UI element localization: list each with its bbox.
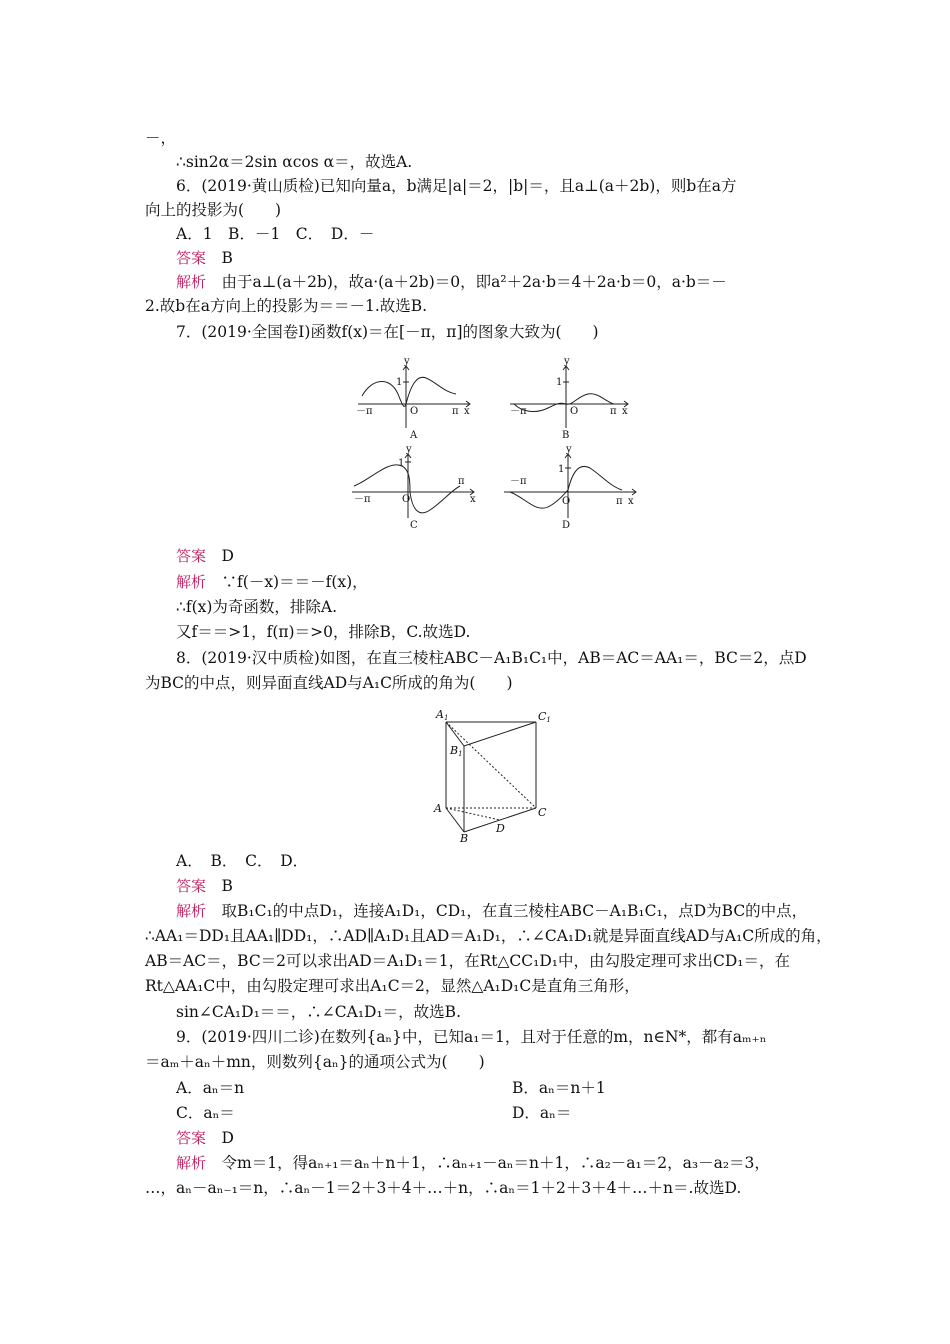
question-6-stem-cont: 向上的投影为( )	[145, 201, 282, 219]
option-b: B．aₙ＝n＋1	[512, 1079, 606, 1097]
svg-text:B1	[449, 744, 463, 758]
text-line: ∴f(x)为奇函数，排除A.	[176, 598, 338, 616]
option-a: A．aₙ＝n	[176, 1079, 245, 1097]
answer-value: B	[221, 877, 233, 895]
text-line: …，aₙ－aₙ₋₁＝n，∴aₙ－1＝2＋3＋4＋…＋n，∴aₙ＝1＋2＋3＋4＋…＋n＝.故选D.	[145, 1179, 742, 1197]
graph-b-neg-pi: －π	[510, 406, 527, 417]
graph-a-y-label: y	[404, 358, 410, 367]
option-c: C．aₙ＝	[176, 1104, 235, 1122]
graph-d-x-label: x	[628, 496, 634, 507]
label-c1: C	[538, 710, 547, 723]
analysis-row	[176, 272, 727, 292]
graph-c-origin: O	[402, 494, 411, 505]
question-6-stem: 6．(2019·黄山质检)已知向量a，b满足|a|＝2，|b|＝，且a⊥(a＋2b)，则b在a方	[176, 177, 737, 195]
analysis-label: 解析	[176, 1154, 207, 1172]
graph-a	[358, 366, 470, 428]
label-b1: B	[450, 744, 459, 757]
graph-b-x-label: x	[622, 406, 628, 417]
label-c1-sub: 1	[546, 716, 551, 724]
graph-c-one: 1	[398, 458, 405, 469]
analysis-label: 解析	[176, 902, 207, 920]
text-line: sin∠CA₁D₁＝＝，∴∠CA₁D₁＝，故选B.	[176, 1003, 462, 1021]
graph-a-caption: A	[410, 430, 418, 441]
analysis-row	[176, 901, 807, 921]
analysis-text: 令m＝1，得aₙ₊₁＝aₙ＋n＋1，∴aₙ₊₁－aₙ＝n＋1，∴a₂－a₁＝2，a₃－a₂＝3，	[221, 1154, 770, 1172]
svg-text:C1	[538, 710, 551, 724]
analysis-text: 取B₁C₁的中点D₁，连接A₁D₁，CD₁，在直三棱柱ABC－A₁B₁C₁，点D为BC的中点，	[221, 902, 808, 920]
text-line: Rt△AA₁C中，由勾股定理可求出A₁C＝2，显然△A₁D₁C是直角三角形，	[145, 977, 640, 995]
question-8-options: A． B． C． D．	[176, 852, 309, 870]
graph-c	[352, 454, 474, 518]
graph-d-one: 1	[558, 464, 565, 475]
option-d: D．aₙ＝	[512, 1104, 572, 1122]
graph-b	[510, 366, 628, 428]
answer-label: 答案	[176, 249, 207, 267]
graph-a-x-label: x	[464, 406, 470, 417]
text-line: ∴sin2α＝2sin αcos α＝，故选A.	[176, 153, 413, 171]
analysis-label: 解析	[176, 273, 207, 291]
answer-value: B	[221, 249, 233, 267]
question-7-stem: 7．(2019·全国卷Ⅰ)函数f(x)＝在[－π，π]的图象大致为( )	[176, 323, 599, 341]
graph-b-y-label: y	[564, 358, 570, 367]
text-line: 又f＝＝>1，f(π)＝>0，排除B，C.故选D.	[176, 623, 471, 641]
answer-label: 答案	[176, 547, 207, 565]
text-line: －，	[145, 129, 177, 147]
function-graphs-figure	[340, 358, 650, 538]
analysis-row	[176, 572, 368, 592]
question-8-stem-cont: 为BC的中点，则异面直线AD与A₁C所成的角为( )	[145, 674, 513, 692]
label-a1: A	[436, 708, 444, 721]
answer-label: 答案	[176, 877, 207, 895]
graph-a-one: 1	[396, 377, 403, 388]
graph-a-neg-pi: －π	[356, 406, 373, 417]
graph-b-pi: π	[610, 406, 617, 417]
graph-c-caption: C	[410, 520, 418, 531]
analysis-text: 由于a⊥(a＋2b)，故a·(a＋2b)＝0，即a²＋2a·b＝4＋2a·b＝0，a·b＝－	[221, 273, 727, 291]
graph-c-neg-pi: －π	[354, 494, 371, 505]
answer-label: 答案	[176, 1129, 207, 1147]
answer-value: D	[221, 547, 234, 565]
label-a: A	[434, 802, 442, 815]
graph-d-caption: D	[562, 520, 571, 531]
analysis-label: 解析	[176, 573, 207, 591]
text-line: ∴AA₁＝DD₁且AA₁∥DD₁，∴AD∥A₁D₁且AD＝A₁D₁，∴∠CA₁D₁就是异面直线AD与A₁C所成的角，	[145, 927, 832, 945]
analysis-text: ∵f(－x)＝＝－f(x)，	[221, 573, 368, 591]
question-6-options: A．1 B．－1 C． D．－	[176, 225, 375, 243]
graph-c-y-label: y	[406, 444, 412, 455]
prism-figure	[428, 706, 558, 846]
graph-c-x-label: x	[470, 494, 476, 505]
label-b1-sub: 1	[458, 750, 463, 758]
graph-d-origin: O	[562, 496, 571, 507]
label-b: B	[460, 832, 469, 845]
graph-b-origin: O	[570, 406, 579, 417]
graph-b-one: 1	[556, 377, 563, 388]
answer-row	[176, 876, 233, 896]
question-9-stem: 9．(2019·四川二诊)在数列{aₙ}中，已知a₁＝1，且对于任意的m，n∈N*，都有aₘ₊ₙ	[176, 1028, 767, 1046]
graph-a-pi: π	[452, 406, 459, 417]
analysis-row	[176, 1153, 770, 1173]
text-line: 2.故b在a方向上的投影为＝＝－1.故选B.	[145, 297, 428, 315]
question-9-stem-cont: ＝aₘ＋aₙ＋mn，则数列{aₙ}的通项公式为( )	[145, 1053, 485, 1071]
graph-d-y-label: y	[566, 444, 572, 455]
graph-a-origin: O	[410, 406, 419, 417]
question-8-stem: 8．(2019·汉中质检)如图，在直三棱柱ABC－A₁B₁C₁中，AB＝AC＝AA₁＝，BC＝2，点D	[176, 649, 807, 667]
label-d: D	[496, 822, 505, 835]
answer-row	[176, 1128, 234, 1148]
answer-value: D	[221, 1129, 234, 1147]
graph-d-neg-pi: －π	[510, 476, 527, 487]
answer-row	[176, 248, 233, 268]
svg-text:A1	[435, 708, 448, 722]
label-a1-sub: 1	[443, 714, 449, 722]
graph-d-pi: π	[616, 496, 623, 507]
text-line: AB＝AC＝，BC＝2可以求出AD＝A₁D₁＝1，在Rt△CC₁D₁中，由勾股定理可求出CD₁＝，在	[145, 952, 790, 970]
graph-b-caption: B	[562, 430, 570, 441]
answer-row	[176, 546, 234, 566]
graph-c-pi: π	[458, 476, 465, 487]
label-c: C	[538, 806, 547, 819]
